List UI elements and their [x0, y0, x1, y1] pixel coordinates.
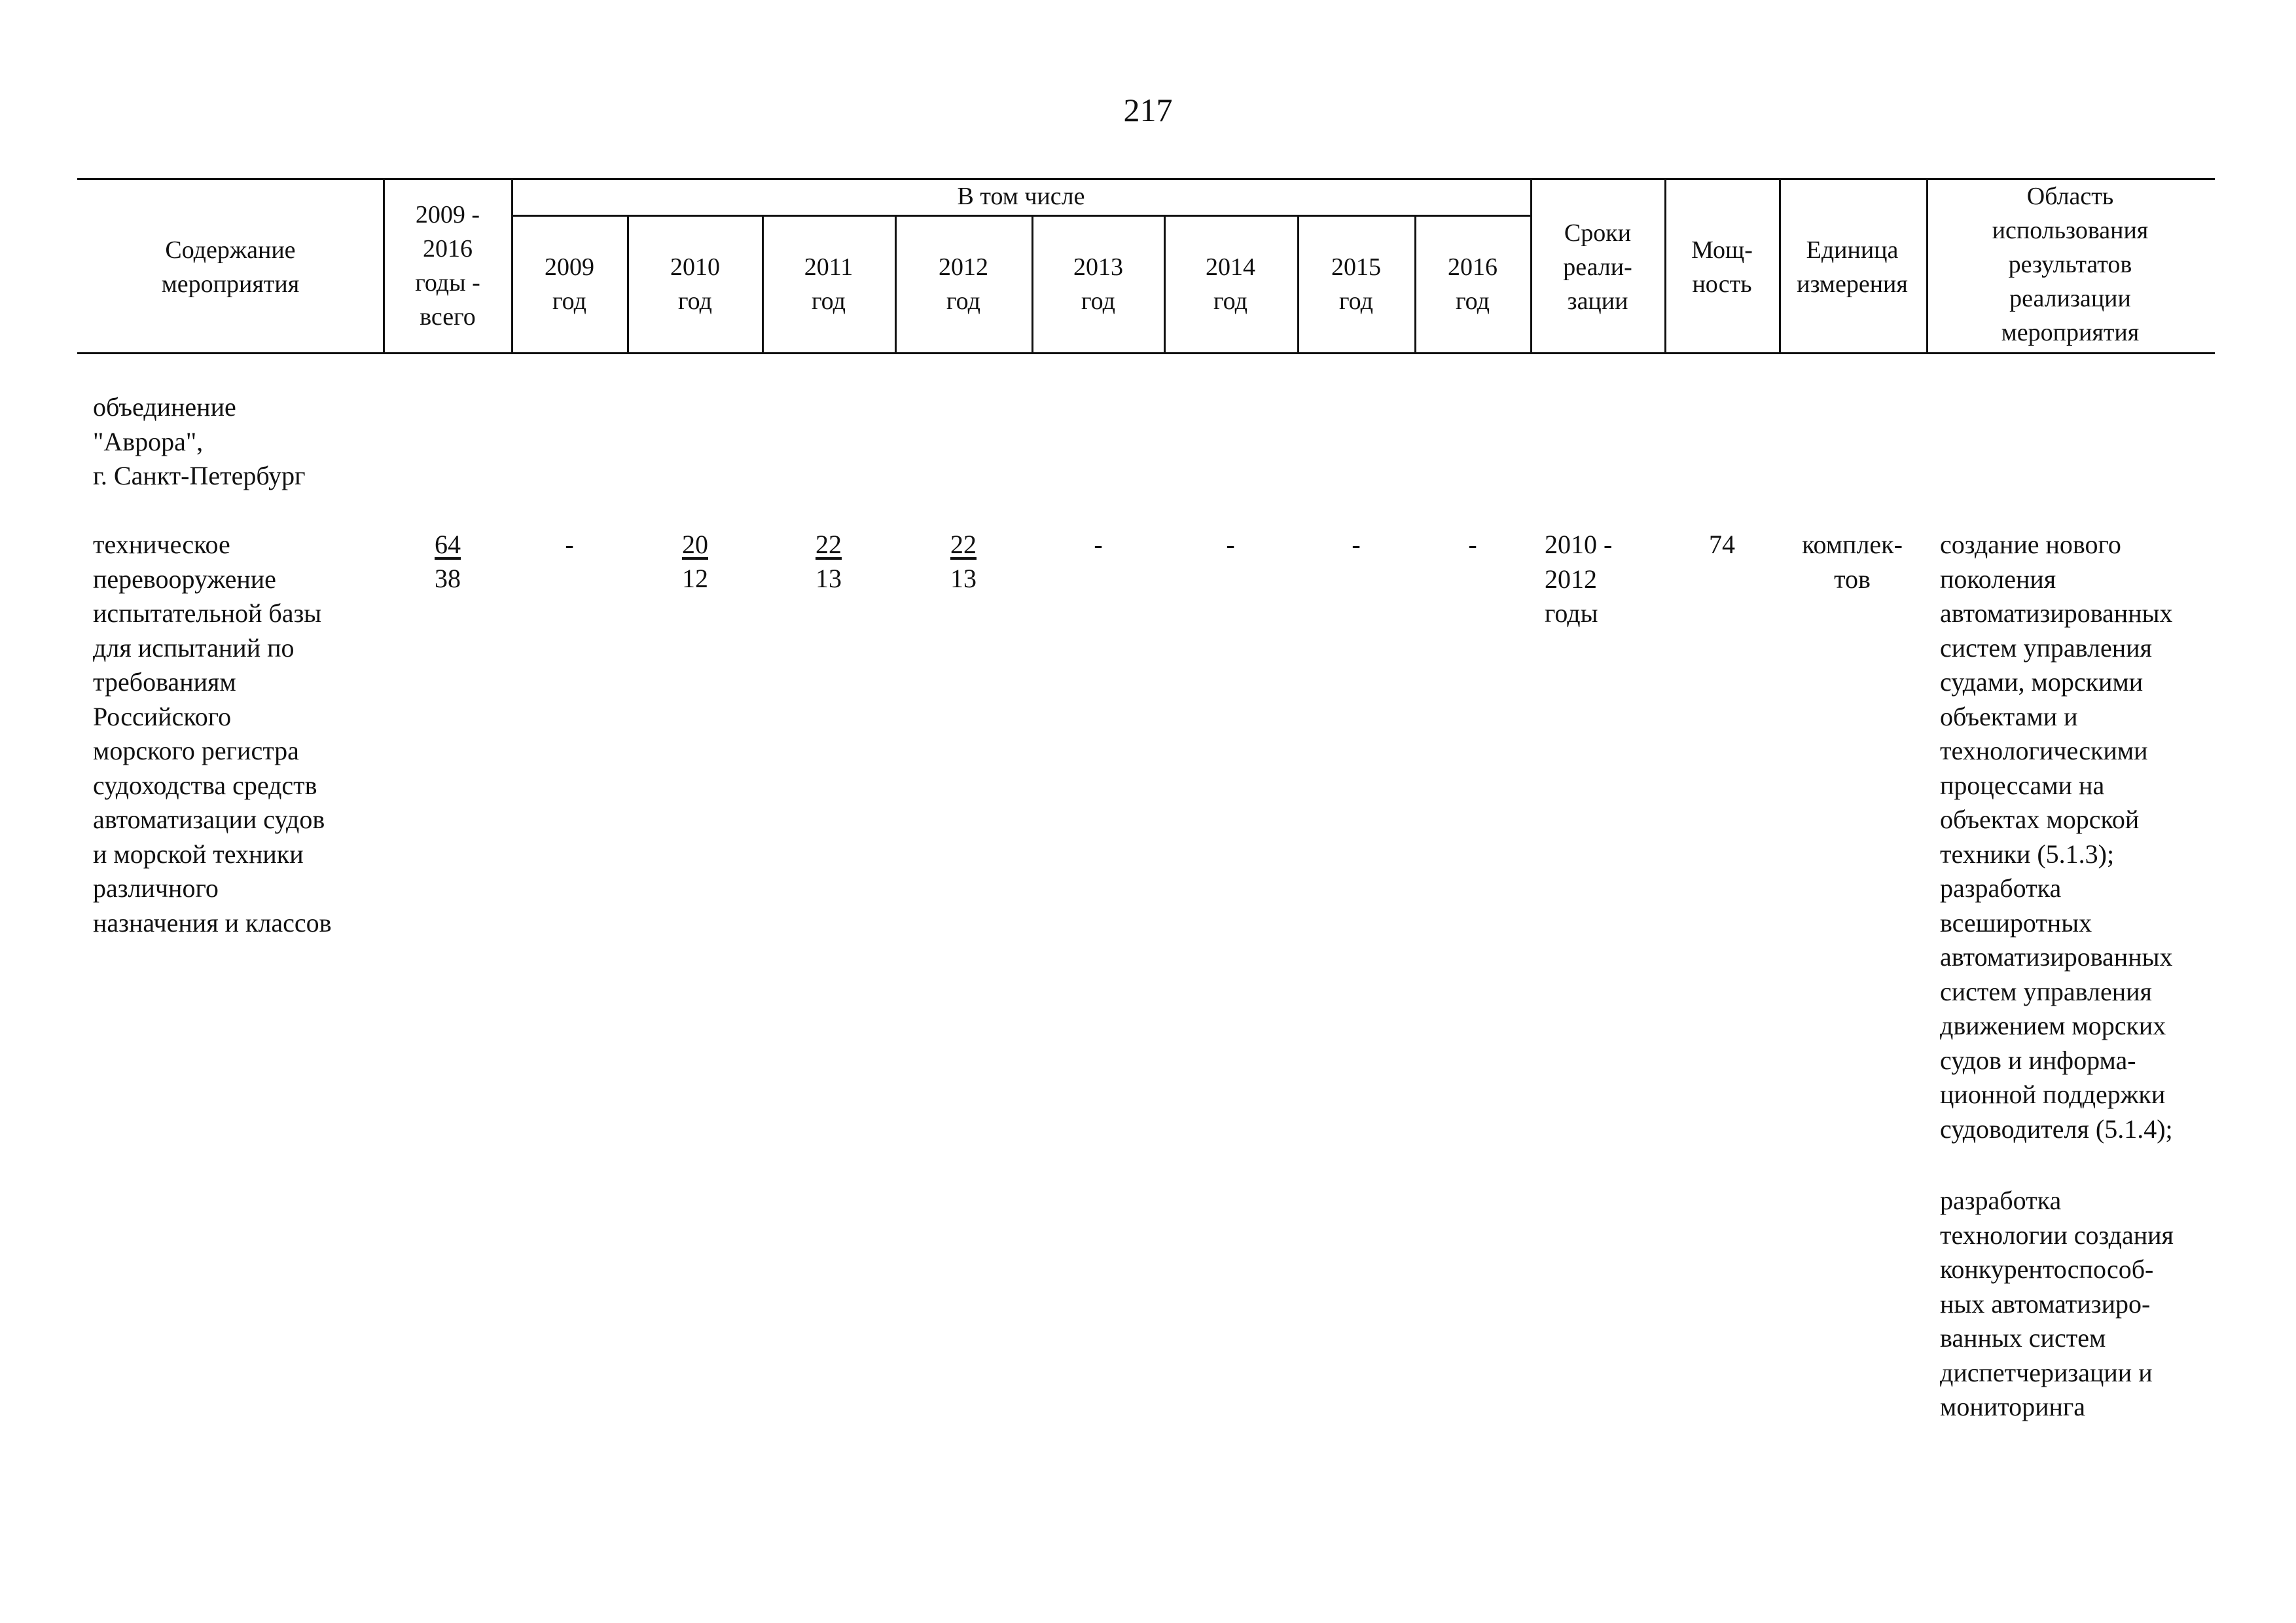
header-year-2014: 2014 год: [1206, 253, 1255, 315]
column-divider: [1530, 178, 1532, 352]
column-divider: [627, 215, 629, 352]
column-divider: [1926, 178, 1928, 352]
column-divider: [895, 215, 897, 352]
value-2015: -: [1352, 530, 1361, 559]
column-divider: [1779, 178, 1781, 352]
header-year-2011: 2011 год: [804, 253, 853, 315]
row-content-measure: техническое перевооружение испытательной базы для испытаний по требованиям Российского морского регистра судоходства средств автоматизации судов и морской техники различного назначения и классов: [93, 530, 332, 938]
header-unit: Единица измерения: [1797, 236, 1908, 298]
header-year-2009: 2009 год: [545, 253, 594, 315]
value-capacity: 74: [1709, 530, 1735, 559]
header-total: 2009 - 2016 годы - всего: [415, 201, 480, 331]
header-year-2010: 2010 год: [670, 253, 720, 315]
header-scope: Область использования результатов реализации мероприятия: [1992, 183, 2149, 346]
page-number: 217: [1123, 92, 1173, 128]
header-capacity: Мощ- ность: [1691, 236, 1753, 298]
column-divider: [762, 215, 764, 352]
row-content-organization: объединение "Аврора", г. Санкт-Петербург: [93, 392, 306, 490]
column-divider: [1031, 215, 1033, 352]
column-divider: [383, 178, 385, 352]
including-subheader-rule: [511, 215, 1531, 217]
value-2012-top: 22: [950, 530, 977, 559]
column-divider: [1664, 178, 1666, 352]
value-2010-top: 20: [682, 530, 708, 559]
table-top-rule: [77, 178, 2215, 180]
header-year-2016: 2016 год: [1448, 253, 1498, 315]
value-terms: 2010 - 2012 годы: [1545, 530, 1613, 628]
header-terms: Сроки реали- зации: [1563, 219, 1632, 315]
column-divider: [1297, 215, 1299, 352]
header-year-2015: 2015 год: [1331, 253, 1381, 315]
value-2011-top: 22: [816, 530, 842, 559]
column-divider: [1164, 215, 1166, 352]
total-value-top: 64: [435, 530, 461, 559]
value-2009: -: [565, 530, 574, 559]
header-year-2012: 2012 год: [939, 253, 988, 315]
header-year-2013: 2013 год: [1073, 253, 1123, 315]
value-unit: комплек- тов: [1802, 530, 1903, 594]
value-2014: -: [1226, 530, 1235, 559]
header-content: Содержание мероприятия: [161, 236, 300, 298]
value-2013: -: [1094, 530, 1103, 559]
value-2011-bottom: 13: [816, 564, 842, 593]
value-2016: -: [1468, 530, 1477, 559]
column-divider: [511, 178, 513, 352]
table-header-bottom-rule: [77, 352, 2215, 354]
value-scope-part1: создание нового поколения автоматизированных систем управления судами, морскими объектами и технологическими процессами на объектах морской техники (5.1.3); разработка всеширотных автоматизированных систем управления движением морских судов и информа- ционной поддержки судоводителя (5.1.4);: [1940, 530, 2173, 1144]
value-2012-bottom: 13: [950, 564, 977, 593]
header-including: В том числе: [957, 183, 1085, 210]
column-divider: [1414, 215, 1416, 352]
value-2010-bottom: 12: [682, 564, 708, 593]
value-scope-part2: разработка технологии создания конкурентоспособ- ных автоматизиро- ванных систем диспетчеризации и мониторинга: [1940, 1186, 2174, 1421]
total-value-bottom: 38: [435, 564, 461, 593]
